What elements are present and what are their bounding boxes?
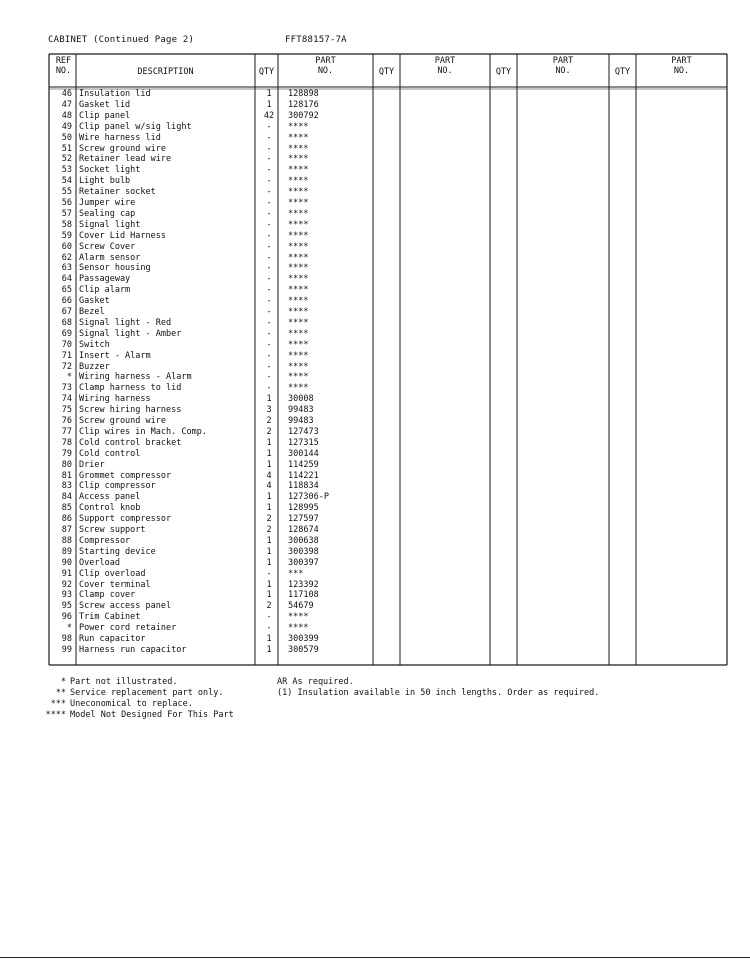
ref-number: 99 — [61, 644, 72, 655]
part-number: **** — [288, 307, 309, 317]
part-description: Signal light - Red — [79, 317, 172, 328]
ref-number: 95 — [61, 601, 72, 612]
ref-number: 64 — [61, 274, 72, 285]
part-description: Clip compressor — [79, 481, 156, 492]
qty-header — [373, 67, 400, 77]
ref-number: 66 — [61, 296, 72, 307]
ref-number: 76 — [61, 416, 72, 426]
part-quantity: 1 — [266, 437, 272, 448]
part-no-header-line: PART — [315, 56, 336, 66]
part-quantity: 1 — [266, 634, 272, 644]
footnote-item — [42, 677, 177, 688]
part-quantity: 1 — [266, 448, 272, 459]
footnote-item — [42, 688, 224, 699]
part-description: Bezel — [79, 307, 105, 317]
page-section-title: CABINET (Continued Page 2) — [48, 35, 195, 45]
part-number: **** — [288, 339, 309, 350]
part-description: Harness run capacitor — [79, 644, 187, 655]
part-number: **** — [288, 208, 309, 219]
part-quantity: - — [266, 198, 272, 208]
part-quantity: 3 — [266, 405, 272, 416]
ref-number: 87 — [61, 525, 72, 535]
part-description: Grommet compressor — [79, 470, 172, 481]
part-number: 300792 — [288, 110, 319, 121]
part-number: **** — [288, 143, 309, 154]
part-quantity: 4 — [266, 481, 272, 492]
part-description: Support compressor — [79, 514, 172, 525]
part-number: 114259 — [288, 459, 319, 470]
part-number: **** — [288, 296, 309, 307]
part-no-header-line: NO. — [555, 66, 571, 76]
part-description: Insulation lid — [79, 89, 151, 99]
footnote-item — [42, 710, 234, 721]
qty-header — [609, 67, 636, 77]
ref-number: 54 — [61, 176, 72, 187]
part-description: Cover terminal — [79, 579, 151, 590]
ref-number: 91 — [61, 568, 72, 579]
part-quantity: - — [266, 383, 272, 394]
part-number: 128674 — [288, 525, 319, 535]
ref-number: 63 — [61, 263, 72, 274]
part-number: 128898 — [288, 89, 319, 99]
ref-number: 48 — [61, 110, 72, 121]
ref-number: 60 — [61, 241, 72, 252]
ref-number: 68 — [61, 317, 72, 328]
part-number: **** — [288, 132, 309, 143]
part-number: 99483 — [288, 416, 314, 426]
footnote-text: Uneconomical to replace. — [70, 699, 193, 709]
part-number: **** — [288, 317, 309, 328]
ref-number: 74 — [61, 394, 72, 405]
qty-header — [255, 67, 278, 77]
part-description: Clamp cover — [79, 590, 136, 601]
part-quantity: - — [266, 263, 272, 274]
part-quantity: - — [266, 219, 272, 230]
part-quantity: 1 — [266, 546, 272, 557]
part-number: **** — [288, 612, 309, 623]
part-description: Clamp harness to lid — [79, 383, 182, 394]
part-no-header — [400, 56, 490, 76]
footnote-mark: *** — [50, 699, 66, 709]
part-quantity: 1 — [266, 579, 272, 590]
part-quantity: - — [266, 307, 272, 317]
ref-number: 71 — [61, 350, 72, 361]
ref-number: 86 — [61, 514, 72, 525]
part-quantity: 1 — [266, 644, 272, 655]
part-number: 118834 — [288, 481, 319, 492]
part-description: Clip wires in Mach. Comp. — [79, 426, 207, 437]
part-number: **** — [288, 350, 309, 361]
footnote-mark: * — [60, 677, 66, 687]
part-number: 300579 — [288, 644, 319, 655]
part-description: Compressor — [79, 535, 131, 546]
part-number: 300638 — [288, 535, 319, 546]
part-number: **** — [288, 198, 309, 208]
part-number: 123392 — [288, 579, 319, 590]
part-no-header-line: NO. — [673, 66, 690, 76]
part-description: Gasket lid — [79, 99, 131, 110]
part-number: **** — [288, 623, 309, 634]
part-description: Wiring harness - Alarm — [79, 372, 192, 383]
part-description: Retainer lead wire — [79, 154, 172, 165]
part-description: Sensor housing — [79, 263, 151, 274]
part-description: Screw access panel — [79, 601, 172, 612]
part-description: Passageway — [79, 274, 131, 285]
footnote-note: (1) Insulation available in 50 inch lengths. Order as required. — [277, 688, 600, 698]
part-description: Control knob — [79, 503, 141, 514]
part-number: 300398 — [288, 546, 319, 557]
footnote-text: Part not illustrated. — [70, 677, 178, 687]
ref-number: 69 — [61, 328, 72, 339]
part-quantity: - — [266, 121, 272, 132]
part-number: **** — [288, 176, 309, 187]
ref-number: 59 — [61, 230, 72, 241]
part-no-header-line: NO. — [437, 66, 453, 76]
part-description: Starting device — [79, 546, 156, 557]
part-number: **** — [288, 274, 309, 285]
part-description: Switch — [79, 339, 110, 350]
part-quantity: 1 — [266, 89, 272, 99]
part-number: 99483 — [288, 405, 314, 416]
qty-header-line: QTY — [258, 67, 275, 77]
part-number: 114221 — [288, 470, 319, 481]
part-number: 300397 — [288, 557, 319, 568]
part-quantity: - — [266, 339, 272, 350]
ref-number: 50 — [61, 132, 72, 143]
qty-header-line: QTY — [378, 67, 395, 77]
part-number: 30008 — [288, 394, 314, 405]
part-number: 117108 — [288, 590, 319, 601]
part-quantity: 4 — [266, 470, 272, 481]
part-number: **** — [288, 263, 309, 274]
part-description: Cold control — [79, 448, 141, 459]
part-description: Clip overload — [79, 568, 146, 579]
description-header-line: DESCRIPTION — [137, 67, 194, 77]
ref-number: 83 — [61, 481, 72, 492]
ref-number: 93 — [61, 590, 72, 601]
part-number: **** — [288, 165, 309, 176]
part-no-header-line: PART — [552, 56, 574, 66]
part-no-header — [278, 56, 373, 76]
part-number: **** — [288, 230, 309, 241]
part-quantity: - — [266, 230, 272, 241]
ref-number: 52 — [61, 154, 72, 165]
part-description: Clip panel w/sig light — [79, 121, 192, 132]
part-number: **** — [288, 121, 309, 132]
part-no-header — [636, 56, 727, 76]
ref-number: 57 — [61, 208, 72, 219]
part-description: Screw ground wire — [79, 416, 166, 426]
part-quantity: - — [266, 241, 272, 252]
part-description: Buzzer — [79, 361, 110, 372]
part-quantity: - — [266, 208, 272, 219]
part-description: Overload — [79, 557, 120, 568]
part-quantity: 1 — [266, 492, 272, 503]
part-no-header-line: NO. — [317, 66, 334, 76]
part-number: 127315 — [288, 437, 319, 448]
part-quantity: 1 — [266, 503, 272, 514]
part-quantity: 2 — [266, 514, 272, 525]
footnote-mark: ** — [55, 688, 66, 698]
part-description: Trim Cabinet — [79, 612, 141, 623]
ref-number: 53 — [61, 165, 72, 176]
part-quantity: 2 — [266, 416, 272, 426]
part-number: 128995 — [288, 503, 319, 514]
ref-number: 55 — [61, 187, 72, 198]
part-description: Screw support — [79, 525, 146, 535]
part-description: Retainer socket — [79, 187, 156, 198]
ref-number: 92 — [61, 579, 72, 590]
ref-number: 62 — [61, 252, 72, 263]
part-quantity: - — [266, 328, 272, 339]
part-quantity: 1 — [266, 590, 272, 601]
ref-number: 96 — [61, 612, 72, 623]
ref-no-header-line: NO. — [55, 66, 72, 76]
part-description: Socket light — [79, 165, 141, 176]
part-number: 128176 — [288, 99, 319, 110]
qty-header — [490, 67, 517, 77]
part-quantity: - — [266, 296, 272, 307]
ref-number: 84 — [61, 492, 72, 503]
description-header — [76, 67, 255, 77]
part-description: Wire harness lid — [79, 132, 161, 143]
part-quantity: 1 — [266, 535, 272, 546]
footnote-text: Model Not Designed For This Part — [70, 710, 234, 720]
part-number: **** — [288, 241, 309, 252]
part-quantity: - — [266, 132, 272, 143]
ref-number: 85 — [61, 503, 72, 514]
part-number: 300144 — [288, 448, 319, 459]
part-quantity: - — [266, 274, 272, 285]
ref-no-header — [50, 56, 77, 76]
part-description: Clip alarm — [79, 285, 131, 296]
qty-header-line: QTY — [614, 67, 631, 77]
part-description: Power cord retainer — [79, 623, 177, 634]
part-description: Alarm sensor — [79, 252, 141, 263]
part-number: **** — [288, 372, 309, 383]
part-number: **** — [288, 328, 309, 339]
ref-number: * — [66, 372, 72, 383]
footnote-item — [42, 699, 193, 710]
part-quantity: 42 — [263, 110, 275, 121]
part-no-header — [517, 56, 609, 76]
ref-number: 47 — [61, 99, 72, 110]
part-description: Sealing cap — [79, 208, 136, 219]
part-quantity: - — [266, 176, 272, 187]
ref-number: 88 — [61, 535, 72, 546]
part-number: **** — [288, 285, 309, 296]
part-quantity: 2 — [266, 426, 272, 437]
part-number: 54679 — [288, 601, 314, 612]
ref-number: 79 — [61, 448, 72, 459]
part-quantity: 1 — [266, 99, 272, 110]
part-quantity: - — [266, 317, 272, 328]
part-quantity: - — [266, 252, 272, 263]
ref-number: 56 — [61, 198, 72, 208]
part-quantity: - — [266, 350, 272, 361]
part-quantity: - — [266, 361, 272, 372]
part-quantity: - — [266, 154, 272, 165]
part-description: Jumper wire — [79, 198, 136, 208]
ref-number: 51 — [61, 143, 72, 154]
ref-number: 90 — [61, 557, 72, 568]
ref-number: 80 — [61, 459, 72, 470]
part-description: Drier — [79, 459, 105, 470]
part-description: Access panel — [79, 492, 141, 503]
part-number: 127306-P — [288, 492, 329, 503]
ref-number: 46 — [61, 89, 72, 99]
part-quantity: - — [266, 372, 272, 383]
ref-number: 65 — [61, 285, 72, 296]
ref-number: 67 — [61, 307, 72, 317]
ref-number: 77 — [61, 426, 72, 437]
ref-number: 58 — [61, 219, 72, 230]
ref-number: 89 — [61, 546, 72, 557]
ref-number: 73 — [61, 383, 72, 394]
part-quantity: - — [266, 165, 272, 176]
part-description: Signal light — [79, 219, 141, 230]
part-description: Gasket — [79, 296, 110, 307]
ref-number: 98 — [61, 634, 72, 644]
qty-header-line: QTY — [495, 67, 512, 77]
part-quantity: 1 — [266, 557, 272, 568]
footnote-note: AR As required. — [277, 677, 354, 687]
model-number: FFT88157-7A — [285, 35, 347, 45]
part-description: Insert - Alarm — [79, 350, 151, 361]
part-description: Cold control bracket — [79, 437, 182, 448]
part-description: Cover Lid Harness — [79, 230, 166, 241]
part-description: Screw Cover — [79, 241, 136, 252]
part-description: Wiring harness — [79, 394, 151, 405]
ref-number: 75 — [61, 405, 72, 416]
part-number: *** — [288, 568, 304, 579]
ref-number: 81 — [61, 470, 72, 481]
page-bottom-rule — [0, 957, 750, 958]
part-number: **** — [288, 187, 309, 198]
ref-number: 72 — [61, 361, 72, 372]
part-description: Screw hiring harness — [79, 405, 182, 416]
part-number: **** — [288, 154, 309, 165]
part-quantity: - — [266, 285, 272, 296]
part-quantity: 2 — [266, 601, 272, 612]
part-quantity: - — [266, 187, 272, 198]
part-number: 127597 — [288, 514, 319, 525]
ref-no-header-line: REF — [55, 56, 72, 66]
part-number: **** — [288, 219, 309, 230]
part-number: **** — [288, 252, 309, 263]
part-number: **** — [288, 383, 309, 394]
ref-number: 49 — [61, 121, 72, 132]
part-quantity: - — [266, 612, 272, 623]
part-description: Signal light - Amber — [79, 328, 182, 339]
part-quantity: 1 — [266, 459, 272, 470]
footnote-text: Service replacement part only. — [70, 688, 224, 698]
ref-number: * — [66, 623, 72, 634]
part-number: 127473 — [288, 426, 319, 437]
part-no-header-line: PART — [434, 56, 456, 66]
part-quantity: - — [266, 143, 272, 154]
ref-number: 78 — [61, 437, 72, 448]
part-number: 300399 — [288, 634, 319, 644]
part-no-header-line: PART — [671, 56, 692, 66]
ref-number: 70 — [61, 339, 72, 350]
part-quantity: - — [266, 623, 272, 634]
part-description: Run capacitor — [79, 634, 146, 644]
part-quantity: 2 — [266, 525, 272, 535]
footnote-mark: **** — [45, 710, 66, 720]
part-description: Light bulb — [79, 176, 131, 187]
part-number: **** — [288, 361, 309, 372]
part-description: Clip panel — [79, 110, 131, 121]
part-quantity: 1 — [266, 394, 272, 405]
part-description: Screw ground wire — [79, 143, 166, 154]
part-quantity: - — [266, 568, 272, 579]
